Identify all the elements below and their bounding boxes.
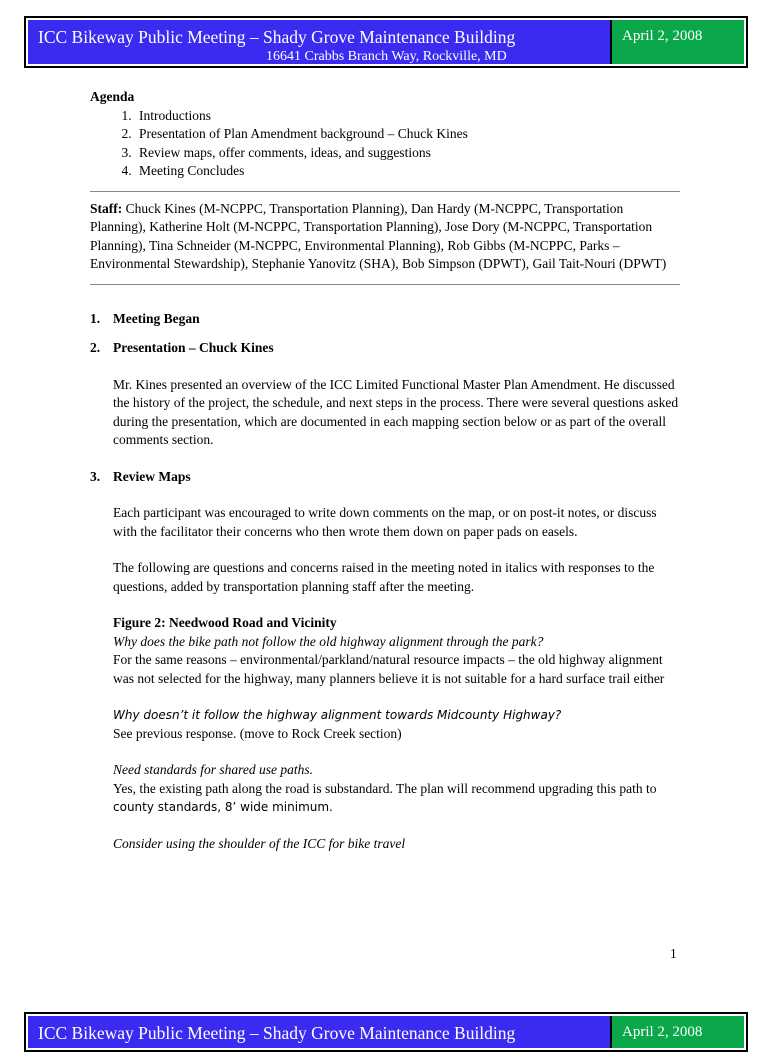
staff-label: Staff: (90, 200, 123, 216)
question: Why does the bike path not follow the old highway alignment through the park? (113, 633, 544, 649)
agenda-list (90, 107, 680, 181)
section-heading: 3. Review Maps (90, 468, 191, 484)
staff-paragraph (90, 200, 680, 274)
figure-title: Figure 2: Needwood Road and Vicinity (113, 615, 337, 630)
question: Need standards for shared use paths. (113, 762, 314, 777)
divider (90, 191, 680, 192)
review-paragraph: The following are questions and concerns raised in the meeting noted in italics with responses to the questions, added by transportation planning staff after the meeting. (113, 560, 655, 594)
agenda-item: 4. Meeting Concludes (135, 162, 680, 181)
next-page-header-banner (24, 1012, 748, 1052)
meeting-date: April 2, 2008 (612, 20, 744, 64)
agenda-heading: Agenda (90, 89, 135, 104)
presentation-paragraph: Mr. Kines presented an overview of the ICC Limited Functional Master Plan Amendment. He discussed the history of the project, the schedule, and next steps in the process. There were several questions asked during the presentation, which are documented in each mapping section below or as part of the overall comments section. (113, 376, 679, 447)
agenda-item: 1. Introductions (135, 107, 680, 126)
meeting-address: 16641 Crabbs Branch Way, Rockville, MD (266, 49, 507, 64)
document-body (90, 88, 680, 853)
agenda-item: 3. Review maps, offer comments, ideas, and suggestions (135, 144, 680, 163)
section-heading: 1. Meeting Began (90, 310, 200, 326)
answer: Yes, the existing path along the road is substandard. The plan will recommend upgrading this path to (113, 780, 657, 796)
divider (90, 284, 680, 285)
agenda-item: 2. Presentation of Plan Amendment background – Chuck Kines (135, 125, 680, 144)
review-paragraph: Each participant was encouraged to write down comments on the map, or on post-it notes, or discuss with the facilitator their concerns who then wrote them down on paper pads on easels. (113, 505, 657, 539)
meeting-title: ICC Bikeway Public Meeting – Shady Grove Maintenance Building (38, 27, 516, 47)
answer: See previous response. (move to Rock Creek section) (113, 725, 402, 741)
answer: county standards, 8’ wide minimum. (113, 800, 333, 814)
figure-section (113, 614, 680, 853)
meeting-title: ICC Bikeway Public Meeting – Shady Grove Maintenance Building (38, 1023, 516, 1043)
header-banner (24, 16, 748, 68)
header-title-box (28, 20, 612, 64)
header-title-box (28, 1016, 612, 1048)
answer: For the same reasons – environmental/parkland/natural resource impacts – the old highway alignment was not selected for the highway, many planners believe it is not suitable for a hard surface trail either (113, 652, 665, 686)
question: Consider using the shoulder of the ICC for bike travel (113, 835, 406, 851)
question: Why doesn’t it follow the highway alignment towards Midcounty Highway? (113, 708, 562, 722)
page-number: 1 (670, 946, 677, 961)
staff-list: Chuck Kines (M-NCPPC, Transportation Planning), Dan Hardy (M-NCPPC, Transportation Planning), Katherine Holt (M-NCPPC, Transportation Planning), Jose Dory (M-NCPPC, Transportation Planning), Tina Schneider (M-NCPPC, Environmental Planning), Rob Gibbs (M-NCPPC, Parks – Environmental Stewardship), Stephanie Yanovitz (SHA), Bob Simpson (DPWT), Gail Tait-Nouri (DPWT) (90, 200, 667, 271)
meeting-date: April 2, 2008 (612, 1016, 744, 1048)
section-heading: 2. Presentation – Chuck Kines (90, 340, 274, 355)
